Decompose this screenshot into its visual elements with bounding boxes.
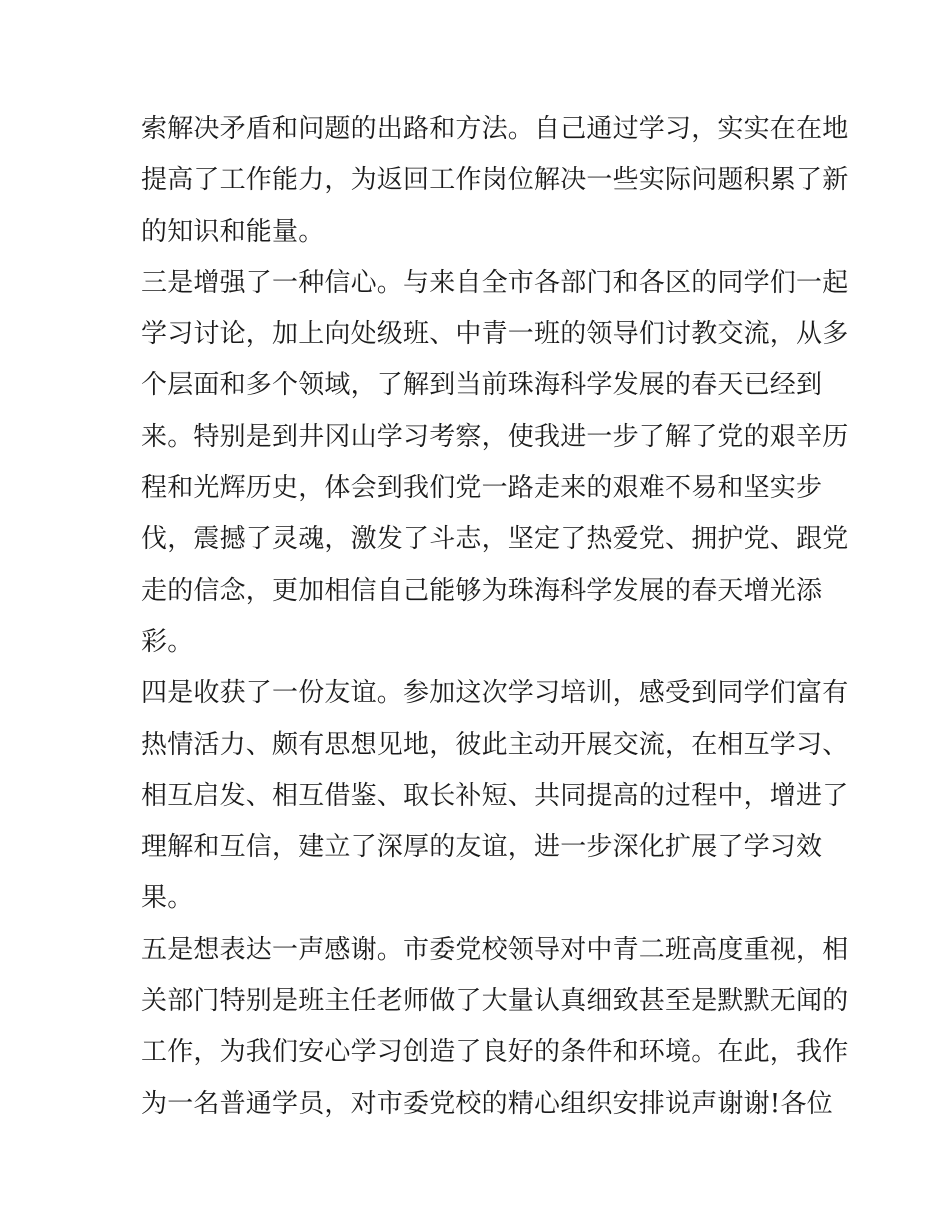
text-line: 关部门特别是班主任老师做了大量认真细致甚至是默默无闻的 xyxy=(141,986,849,1017)
text-line: 理解和互信，建立了深厚的友谊，进一步深化扩展了学习效 xyxy=(141,832,823,863)
text-line: 工作，为我们安心学习创造了良好的条件和环境。在此，我作 xyxy=(141,1037,849,1068)
text-line: 五是想表达一声感谢。市委党校领导对中青二班高度重视，相 xyxy=(141,934,849,965)
text-line: 彩。 xyxy=(141,626,194,657)
text-line: 索解决矛盾和问题的出路和方法。自己通过学习，实实在在地 xyxy=(141,114,849,144)
text-line: 程和光辉历史，体会到我们党一路走来的艰难不易和坚实步 xyxy=(141,473,823,504)
text-line: 四是收获了一份友谊。参加这次学习培训，感受到同学们富有 xyxy=(141,678,849,709)
text-line: 个层面和多个领域，了解到当前珠海科学发展的春天已经到 xyxy=(141,370,823,401)
text-line: 相互启发、相互借鉴、取长补短、共同提高的过程中，增进了 xyxy=(141,780,849,811)
text-line: 三是增强了一种信心。与来自全市各部门和各区的同学们一起 xyxy=(141,267,849,298)
text-line: 为一名普通学员，对市委党校的精心组织安排说声谢谢!各位 xyxy=(141,1088,833,1119)
text-line: 热情活力、颇有思想见地，彼此主动开展交流，在相互学习、 xyxy=(141,729,849,760)
text-line: 伐，震撼了灵魂，激发了斗志，坚定了热爱党、拥护党、跟党 xyxy=(141,524,849,555)
text-line: 走的信念，更加相信自己能够为珠海科学发展的春天增光添 xyxy=(141,575,823,606)
document-body xyxy=(141,104,849,1130)
text-line: 的知识和能量。 xyxy=(141,216,325,247)
text-line: 学习讨论，加上向处级班、中青一班的领导们讨教交流，从多 xyxy=(141,319,849,350)
text-line: 提高了工作能力，为返回工作岗位解决一些实际问题积累了新 xyxy=(141,165,849,196)
text-line: 果。 xyxy=(141,883,194,914)
text-line: 来。特别是到井冈山学习考察，使我进一步了解了党的艰辛历 xyxy=(141,421,849,452)
